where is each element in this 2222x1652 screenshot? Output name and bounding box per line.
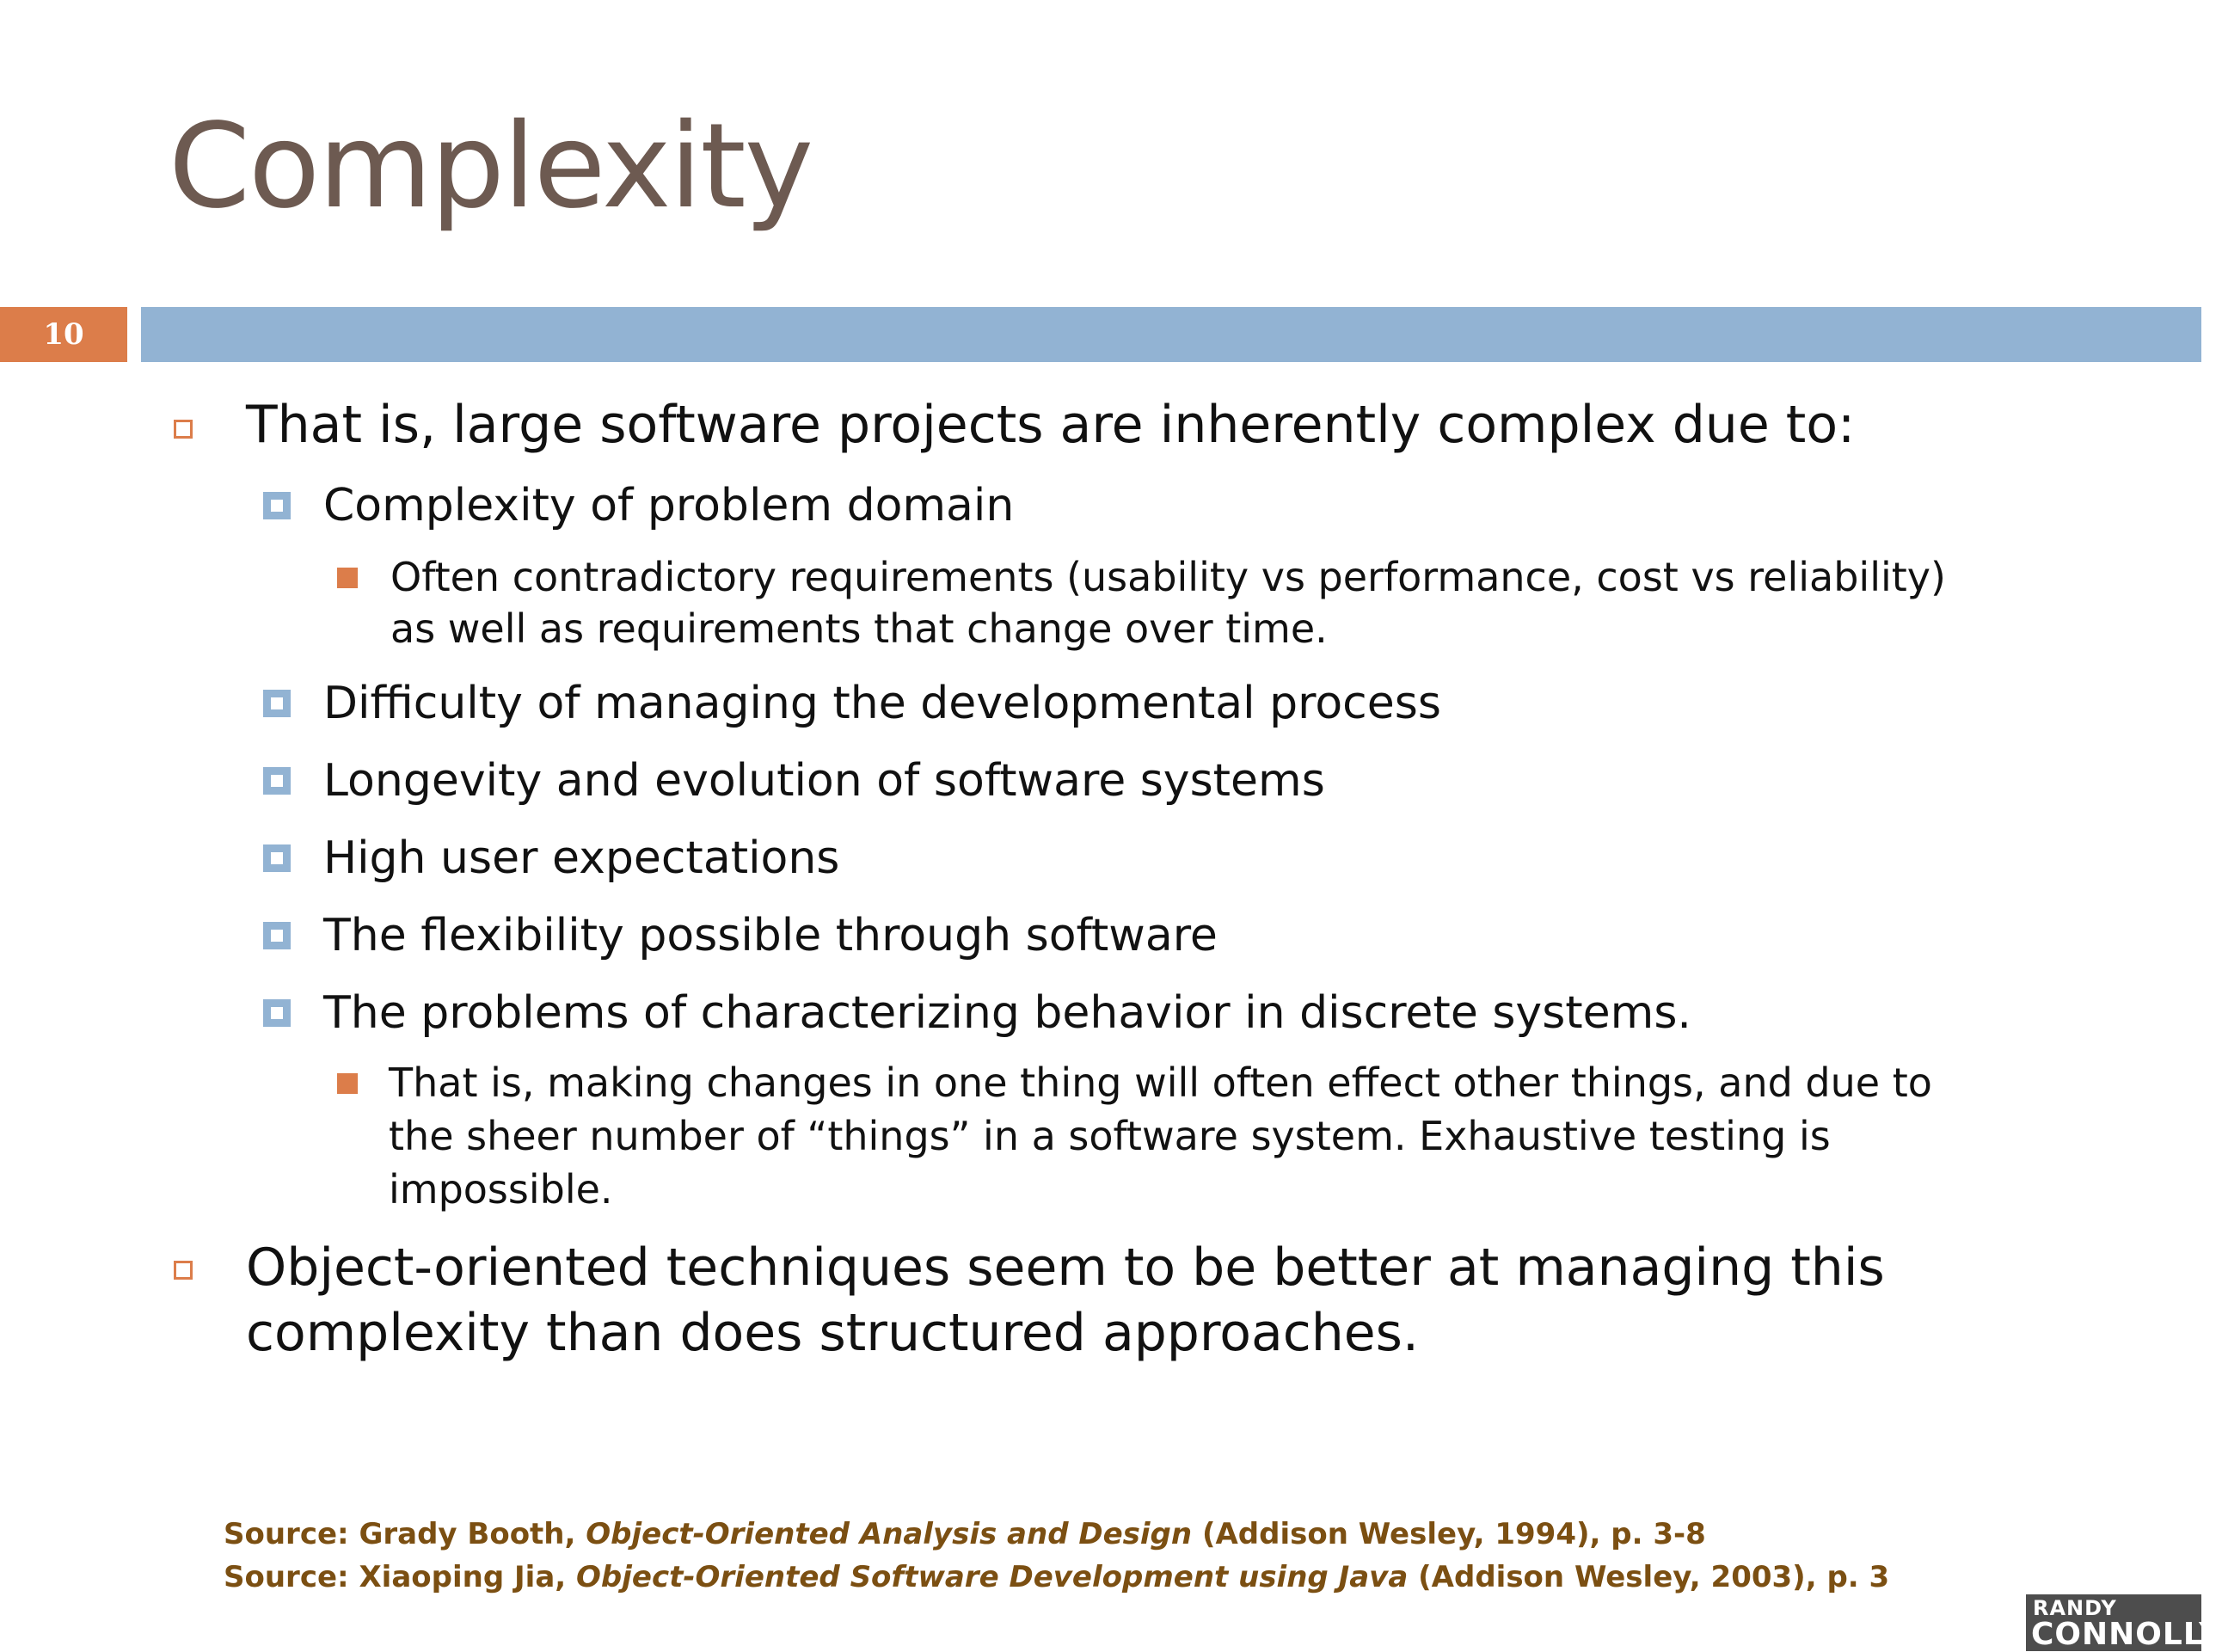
bullet-text: the sheer number of “things” in a software system. Exhaustive testing is — [389, 1113, 1831, 1159]
hollow-square-bullet-icon — [174, 420, 193, 439]
bullet-text: Difficulty of managing the developmental process — [323, 678, 1441, 729]
title-divider-bar — [141, 307, 2201, 362]
bullet-text: The problems of characterizing behavior in discrete systems. — [323, 987, 1691, 1039]
bullet-text: complexity than does structured approaches. — [246, 1303, 1419, 1363]
bullet-text: That is, large software projects are inherently complex due to: — [246, 395, 1856, 455]
hollow-square-bullet-icon — [174, 1261, 193, 1280]
slide-title: Complexity — [169, 99, 813, 235]
square-bullet-icon — [263, 844, 291, 872]
square-bullet-icon — [263, 767, 291, 795]
bullet-text: That is, making changes in one thing will often effect other things, and due to — [389, 1059, 1932, 1106]
source-citation — [224, 1517, 1706, 1551]
square-bullet-icon — [263, 999, 291, 1027]
bullet-text: Complexity of problem domain — [323, 480, 1015, 531]
bullet-text: impossible. — [389, 1166, 613, 1213]
logo-top-text: RANDY — [2033, 1596, 2117, 1620]
source-prefix: Source: Xiaoping Jia, — [224, 1560, 577, 1594]
logo-bottom-text: CONNOLLY — [2031, 1617, 2222, 1652]
square-bullet-icon — [263, 492, 291, 519]
source-book-title: Object-Oriented Software Development using Java — [576, 1560, 1409, 1594]
source-prefix: Source: Grady Booth, — [224, 1517, 586, 1551]
source-suffix: (Addison Wesley, 2003), p. 3 — [1408, 1560, 1890, 1594]
bullet-text: Often contradictory requirements (usability vs performance, cost vs reliability) — [390, 554, 1946, 600]
source-book-title: Object-Oriented Analysis and Design — [586, 1517, 1193, 1551]
slide-number: 10 — [0, 307, 127, 362]
square-bullet-icon — [263, 922, 291, 949]
author-logo — [2026, 1594, 2222, 1652]
bullet-text: High user expectations — [323, 832, 840, 884]
square-bullet-icon — [263, 690, 291, 717]
bullet-text: Object-oriented techniques seem to be better at managing this — [246, 1237, 1885, 1298]
source-citation — [224, 1560, 1889, 1594]
bullet-text: Longevity and evolution of software systems — [323, 755, 1325, 807]
filled-square-bullet-icon — [337, 568, 358, 588]
bullet-text: as well as requirements that change over time. — [390, 605, 1328, 652]
source-suffix: (Addison Wesley, 1994), p. 3-8 — [1192, 1517, 1706, 1551]
filled-square-bullet-icon — [337, 1073, 358, 1094]
bullet-text: The flexibility possible through software — [323, 910, 1218, 961]
